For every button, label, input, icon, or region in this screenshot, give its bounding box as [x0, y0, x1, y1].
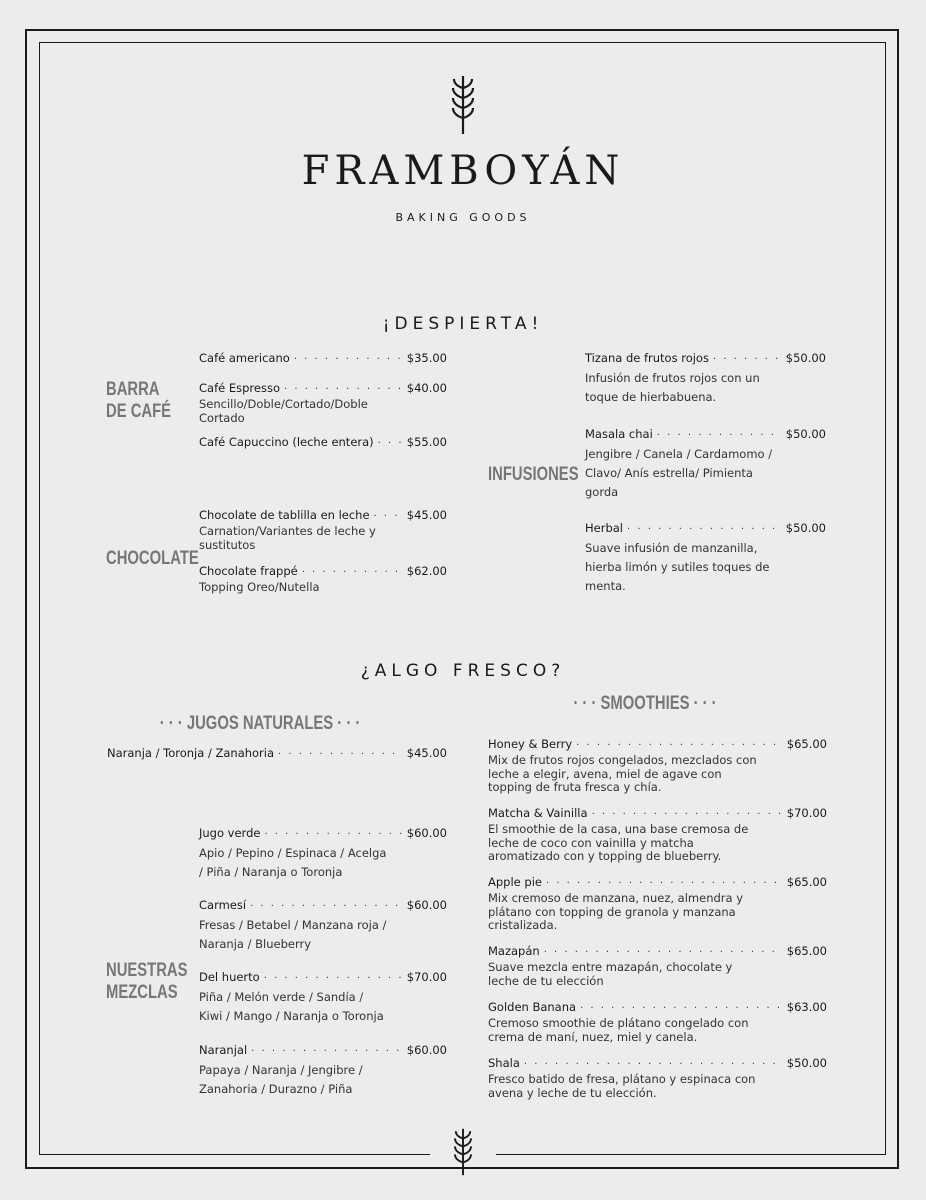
item-name: Carmesí [199, 898, 247, 912]
item-description: Infusión de frutos rojos con un toque de hierbabuena. [585, 371, 760, 404]
brand-tagline: BAKING GOODS [395, 211, 531, 224]
barra-item [199, 435, 447, 451]
item-description: Fresco batido de fresa, plátano y espinaca con avena y leche de tu elección. [488, 1072, 756, 1100]
item-price: $45.00 [406, 746, 447, 760]
item-name: Masala chai [585, 427, 653, 441]
item-price: $65.00 [786, 737, 827, 751]
item-description: Suave infusión de manzanilla, hierba limón y sutiles toques de menta. [585, 541, 770, 593]
item-description: Papaya / Naranja / Jengibre / Zanahoria / Durazno / Piña [199, 1063, 363, 1096]
item-description: Suave mezcla entre mazapán, chocolate y leche de tu elección [488, 960, 733, 988]
dot-leader [713, 352, 782, 367]
item-description: Carnation/Variantes de leche y sustitutos [199, 524, 376, 552]
section-despierta: ¡DESPIERTA! [382, 314, 544, 334]
item-name: Jugo verde [199, 826, 261, 840]
barra-item [199, 381, 447, 425]
dot-leader [378, 436, 403, 451]
item-description: Sencillo/Doble/Cortado/Doble Cortado [199, 397, 368, 425]
item-name: Naranja / Toronja / Zanahoria [107, 746, 275, 760]
barra-item [199, 351, 447, 367]
category-jugos-naturales: · · · JUGOS NATURALES · · · [159, 713, 361, 734]
chocolate-item [199, 564, 447, 595]
smoothies-item [488, 875, 827, 933]
item-name: Golden Banana [488, 1000, 577, 1014]
dot-leader [302, 565, 403, 580]
item-name: Del huerto [199, 970, 260, 984]
smoothies-item [488, 1000, 827, 1044]
item-description: Cremoso smoothie de plátano congelado con crema de maní, nuez, miel y canela. [488, 1016, 749, 1044]
item-price: $65.00 [786, 944, 827, 958]
wheat-icon [448, 74, 478, 136]
item-name: Honey & Berry [488, 737, 573, 751]
item-price: $50.00 [785, 521, 826, 535]
item-price: $70.00 [406, 970, 447, 984]
item-description: Mix de frutos rojos congelados, mezclados con leche a elegir, avena, miel de agave con topping de fruta fresca y chía. [488, 753, 757, 794]
mezclas-item [199, 826, 447, 882]
item-price: $60.00 [406, 826, 447, 840]
item-name: Mazapán [488, 944, 540, 958]
item-price: $50.00 [785, 351, 826, 365]
item-price: $55.00 [406, 435, 447, 449]
item-price: $62.00 [406, 564, 447, 578]
dot-leader [524, 1057, 783, 1072]
item-name: Shala [488, 1056, 520, 1070]
item-price: $60.00 [406, 898, 447, 912]
item-description: Fresas / Betabel / Manzana roja / Naranja / Blueberry [199, 918, 387, 951]
mezclas-item [199, 898, 447, 954]
category-nuestras-mezclas: NUESTRAS MEZCLAS [106, 960, 188, 1003]
dot-leader [592, 807, 783, 822]
smoothies-item [488, 737, 827, 795]
item-price: $63.00 [786, 1000, 827, 1014]
item-description: Jengibre / Canela / Cardamomo / Clavo/ Anís estrella/ Pimienta gorda [585, 447, 773, 499]
category-barra-de-cafe: BARRA DE CAFÉ [106, 379, 172, 422]
category-smoothies: · · · SMOOTHIES · · · [573, 693, 717, 714]
item-name: Herbal [585, 521, 623, 535]
item-name: Matcha & Vainilla [488, 806, 588, 820]
infusiones-item [585, 427, 826, 502]
dot-leader [657, 428, 782, 443]
wheat-icon-bottom [451, 1127, 475, 1177]
dot-leader [264, 971, 403, 986]
item-price: $45.00 [406, 508, 447, 522]
item-name: Café americano [199, 351, 290, 365]
smoothies-item [488, 806, 827, 864]
dot-leader [251, 1044, 403, 1059]
smoothies-item [488, 1056, 827, 1100]
item-name: Café Capuccino (leche entera) [199, 435, 374, 449]
category-infusiones: INFUSIONES [488, 464, 579, 485]
dot-leader [250, 899, 403, 914]
item-description: El smoothie de la casa, una base cremosa de leche de coco con vainilla y matcha aromatizado con y topping de blueberry. [488, 822, 749, 863]
dot-leader [580, 1001, 783, 1016]
brand-title: FRAMBOYÁN [301, 148, 625, 194]
item-description: Topping Oreo/Nutella [199, 580, 320, 594]
item-description: Piña / Melón verde / Sandía / Kiwi / Mango / Naranja o Toronja [199, 990, 384, 1023]
mezclas-item [199, 970, 447, 1026]
chocolate-item [199, 508, 447, 552]
infusiones-item [585, 521, 826, 596]
dot-leader [544, 945, 783, 960]
item-price: $70.00 [786, 806, 827, 820]
item-name: Chocolate frappé [199, 564, 298, 578]
category-chocolate: CHOCOLATE [106, 548, 199, 569]
dot-leader [278, 747, 403, 762]
smoothies-item [488, 944, 827, 988]
dot-leader [374, 509, 403, 524]
item-name: Chocolate de tablilla en leche [199, 508, 370, 522]
item-price: $35.00 [406, 351, 447, 365]
item-description: Apio / Pepino / Espinaca / Acelga / Piña / Naranja o Toronja [199, 846, 387, 879]
mezclas-item [199, 1043, 447, 1099]
item-name: Apple pie [488, 875, 542, 889]
dot-leader [264, 827, 402, 842]
item-description: Mix cremoso de manzana, nuez, almendra y plátano con topping de granola y manzana cristalizada. [488, 891, 744, 932]
jugos-item [107, 746, 447, 762]
item-name: Naranjal [199, 1043, 248, 1057]
item-price: $65.00 [786, 875, 827, 889]
dot-leader [284, 382, 403, 397]
item-price: $40.00 [406, 381, 447, 395]
item-price: $50.00 [786, 1056, 827, 1070]
item-price: $60.00 [406, 1043, 447, 1057]
item-price: $50.00 [785, 427, 826, 441]
item-name: Café Espresso [199, 381, 280, 395]
item-name: Tizana de frutos rojos [585, 351, 709, 365]
infusiones-item [585, 351, 826, 407]
dot-leader [546, 876, 783, 891]
dot-leader [627, 522, 782, 537]
dot-leader [294, 352, 403, 367]
section-algo-fresco: ¿ALGO FRESCO? [360, 661, 566, 681]
dot-leader [576, 738, 783, 753]
